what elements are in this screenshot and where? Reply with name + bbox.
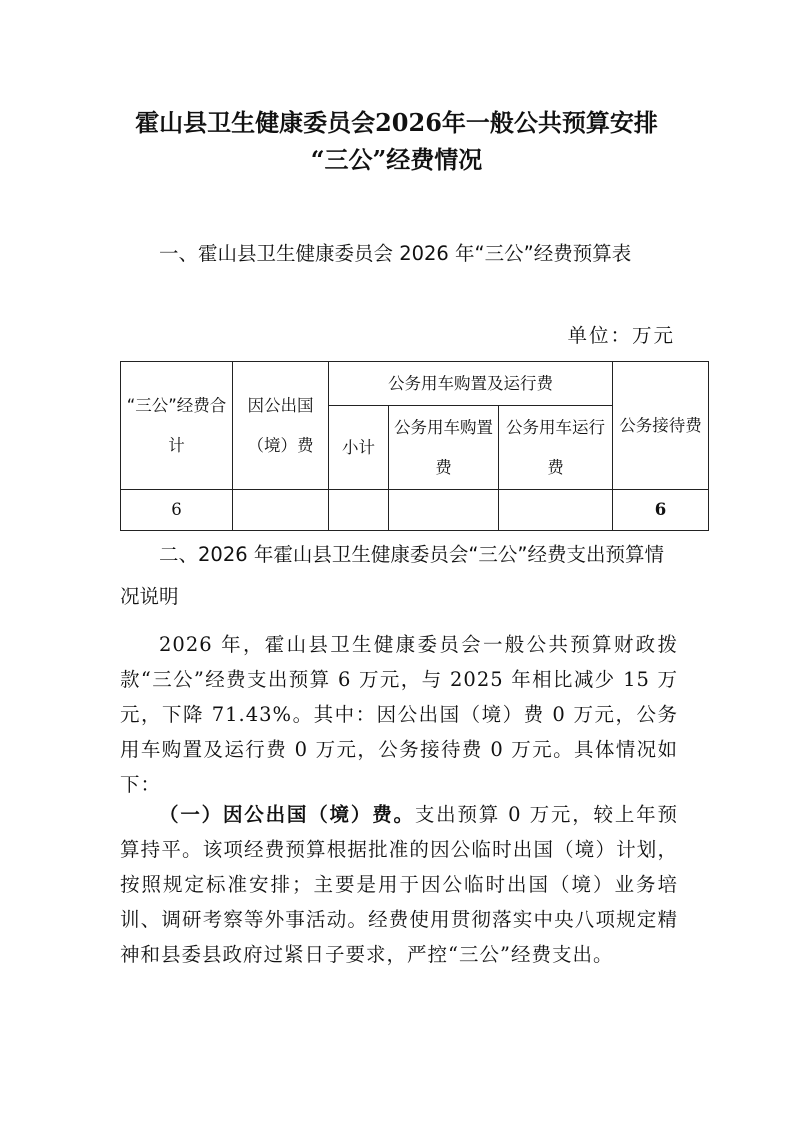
section2-heading: 二、2026 年霍山县卫生健康委员会“三公”经费支出预算情况说明 bbox=[120, 543, 665, 608]
cell-total: 6 bbox=[121, 490, 233, 531]
header-vehicle-purchase: 公务用车购置费 bbox=[389, 406, 499, 490]
paragraph-abroad bbox=[120, 797, 678, 972]
budget-table bbox=[120, 361, 709, 531]
header-abroad: 因公出国（境）费 bbox=[233, 362, 329, 490]
document-title-line1: 霍山县卫生健康委员会2026年一般公共预算安排 bbox=[135, 108, 658, 137]
header-reception: 公务接待费 bbox=[613, 362, 709, 490]
document-title-line2: “三公”经费情况 bbox=[310, 145, 483, 174]
cell-vehicle-operation bbox=[499, 490, 613, 531]
header-vehicle-group: 公务用车购置及运行费 bbox=[329, 362, 613, 406]
unit-label: 单位：万元 bbox=[567, 324, 675, 347]
paragraph-abroad-lead: （一）因公出国（境）费。 bbox=[159, 803, 415, 826]
header-vehicle-operation: 公务用车运行费 bbox=[499, 406, 613, 490]
paragraph-abroad-body: 支出预算 0 万元，较上年预算持平。该项经费预算根据批准的因公临时出国（境）计划，按照规定标准安排；主要是用于因公临时出国（境）业务培训、调研考察等外事活动。经费使用贯彻落实中央八项规定精神和县委县政府过紧日子要求，严控“三公”经费支出。 bbox=[120, 803, 678, 966]
paragraph-summary: 2026 年，霍山县卫生健康委员会一般公共预算财政拨款“三公”经费支出预算 6 万元，与 2025 年相比减少 15 万元，下降 71.43%。其中：因公出国（境）费 0 万元，公务用车购置及运行费 0 万元，公务接待费 0 万元。具体情况如下： bbox=[120, 633, 678, 796]
section1-heading: 一、霍山县卫生健康委员会 2026 年“三公”经费预算表 bbox=[159, 242, 632, 265]
header-subtotal: 小计 bbox=[329, 406, 389, 490]
cell-abroad bbox=[233, 490, 329, 531]
cell-vehicle-purchase bbox=[389, 490, 499, 531]
header-total: “三公”经费合计 bbox=[121, 362, 233, 490]
cell-subtotal bbox=[329, 490, 389, 531]
cell-reception: 6 bbox=[613, 490, 709, 531]
